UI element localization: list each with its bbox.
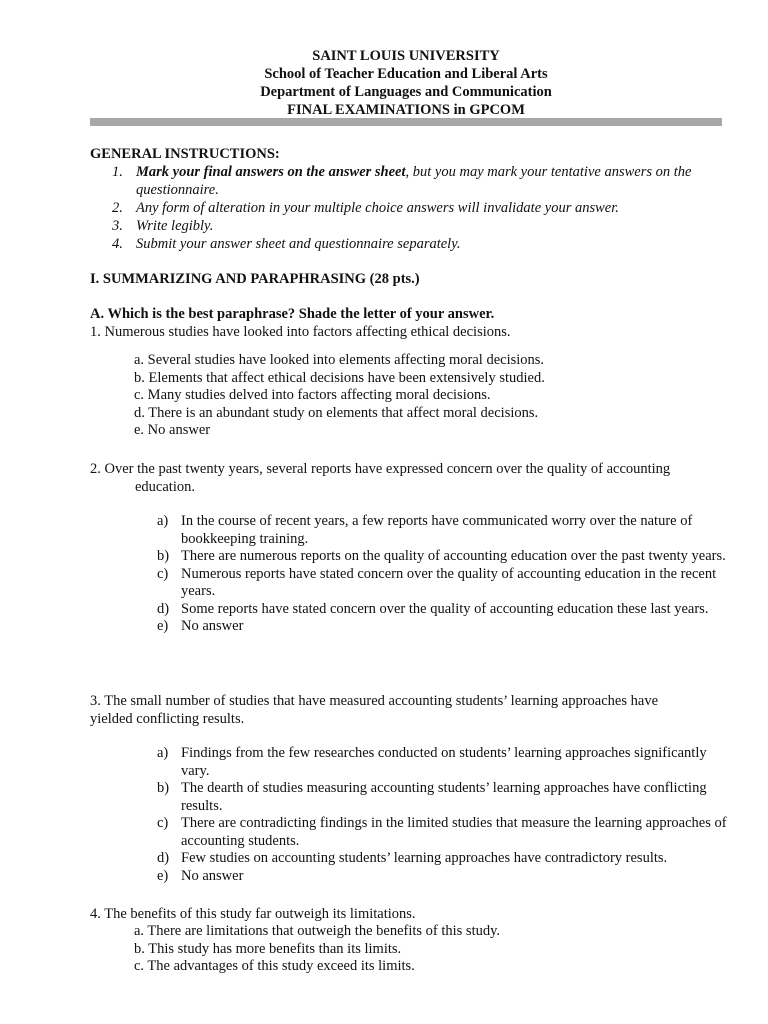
instruction-item: 3. Write legibly. bbox=[112, 218, 214, 234]
option: c) There are contradicting findings in the limited studies that measure the learning approaches of accounting students. bbox=[157, 815, 727, 849]
option: a. There are limitations that outweigh the benefits of this study. bbox=[134, 923, 501, 939]
option: c. The advantages of this study exceed its limits. bbox=[134, 958, 415, 974]
instruction-item: 1. Mark your final answers on the answer sheet, but you may mark your tentative answers on the questionnaire. bbox=[112, 164, 692, 198]
question-4-stem: 4. The benefits of this study far outweigh its limitations. bbox=[90, 906, 416, 922]
option: d. There is an abundant study on elements that affect moral decisions. bbox=[134, 404, 539, 421]
option: c. Many studies delved into factors affecting moral decisions. bbox=[134, 387, 491, 403]
question-3-stem: 3. The small number of studies that have measured accounting students’ learning approaches have yielded conflicting results. bbox=[90, 693, 659, 727]
question-4-options bbox=[134, 923, 500, 976]
option: a. Several studies have looked into elements affecting moral decisions. bbox=[134, 352, 545, 368]
option: e) No answer bbox=[157, 867, 244, 884]
header-divider bbox=[90, 118, 722, 126]
option: a) In the course of recent years, a few reports have communicated worry over the nature of bookkeeping training. bbox=[157, 513, 693, 547]
option: d) Some reports have stated concern over the quality of accounting education these last years. bbox=[157, 600, 709, 617]
option: b) There are numerous reports on the quality of accounting education over the past twenty years. bbox=[157, 548, 726, 564]
question-2-options bbox=[157, 513, 727, 636]
option: d) Few studies on accounting students’ learning approaches have contradictory results. bbox=[157, 850, 668, 866]
option: e) No answer bbox=[157, 618, 244, 634]
instruction-item: 2. Any form of alteration in your multiple choice answers will invalidate your answer. bbox=[112, 200, 619, 216]
university-name: SAINT LOUIS UNIVERSITY bbox=[312, 48, 500, 64]
option: e. No answer bbox=[134, 422, 211, 438]
question-1-options bbox=[134, 352, 545, 440]
school-name: School of Teacher Education and Liberal Arts bbox=[264, 66, 548, 82]
question-1-stem: 1. Numerous studies have looked into factors affecting ethical decisions. bbox=[90, 324, 511, 340]
part-a-title: A. Which is the best paraphrase? Shade the letter of your answer. bbox=[90, 306, 495, 322]
question-2-stem: 2. Over the past twenty years, several reports have expressed concern over the quality of accounting education. bbox=[90, 461, 671, 495]
exam-title: FINAL EXAMINATIONS in GPCOM bbox=[287, 102, 525, 118]
department-name: Department of Languages and Communication bbox=[260, 84, 552, 100]
section-title: I. SUMMARIZING AND PARAPHRASING (28 pts.) bbox=[90, 271, 420, 287]
option: b. This study has more benefits than its limits. bbox=[134, 940, 402, 957]
option: a) Findings from the few researches conducted on students’ learning approaches significantly vary. bbox=[157, 745, 707, 779]
option: b. Elements that affect ethical decisions have been extensively studied. bbox=[134, 369, 545, 386]
option: c) Numerous reports have stated concern over the quality of accounting education in the recent years. bbox=[157, 565, 717, 599]
exam-header bbox=[90, 47, 722, 119]
instruction-item: 4. Submit your answer sheet and questionnaire separately. bbox=[112, 236, 461, 252]
option: b) The dearth of studies measuring accounting students’ learning approaches have conflicting results. bbox=[157, 780, 707, 814]
instructions-title: GENERAL INSTRUCTIONS: bbox=[90, 146, 280, 162]
question-3-options bbox=[157, 745, 727, 885]
instructions-list bbox=[112, 163, 722, 253]
